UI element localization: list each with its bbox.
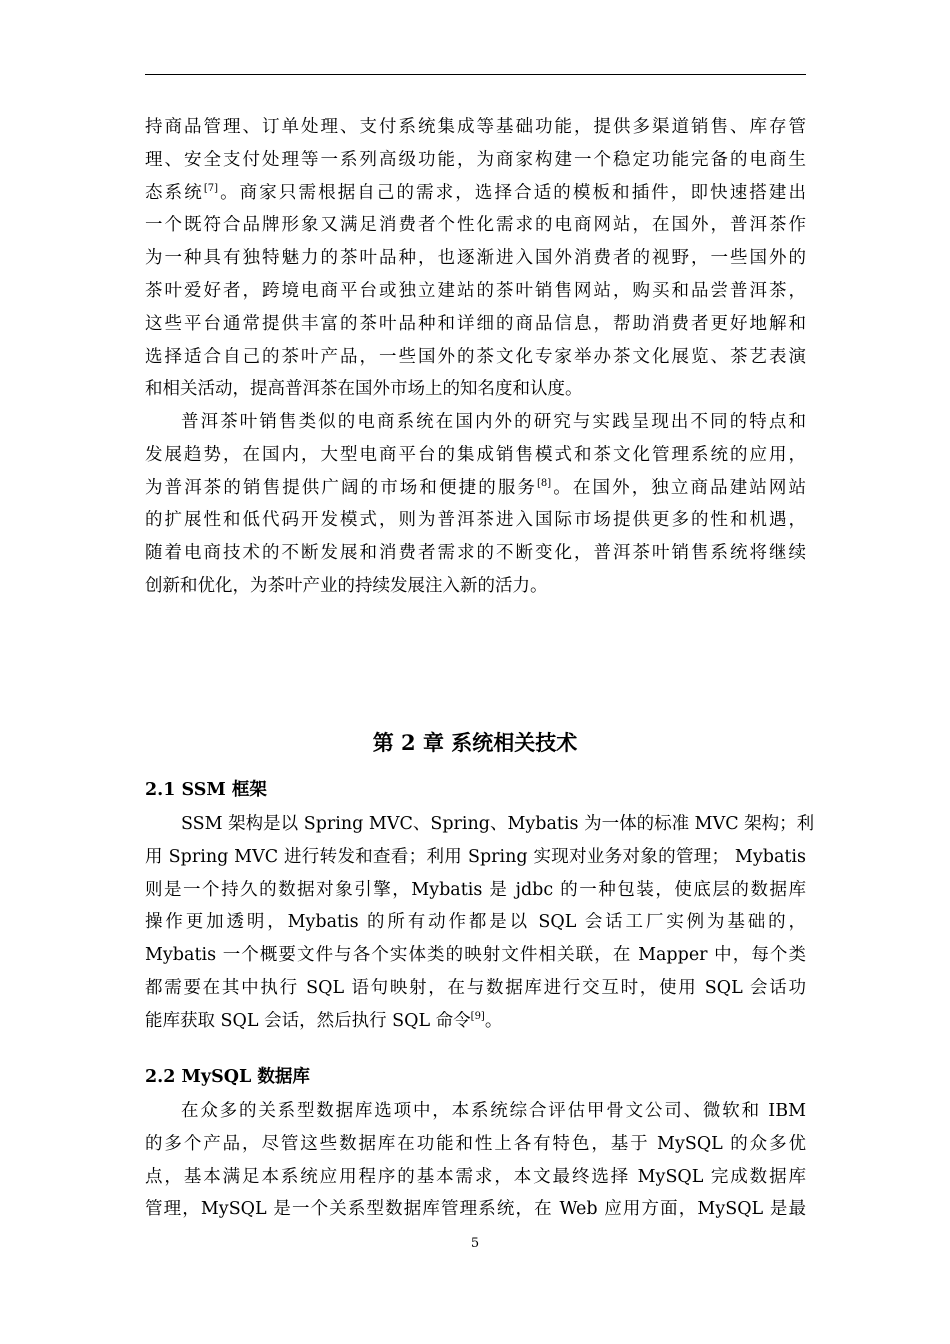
citation-ref: [8] <box>537 477 552 489</box>
paragraph-ecommerce-abroad <box>145 111 806 406</box>
text-line: 这些平台通常提供丰富的茶叶品种和详细的商品信息，帮助消费者更好地解和 <box>145 313 806 334</box>
paragraph-research-trends <box>145 406 806 603</box>
text-segment: 态系统 <box>145 182 204 203</box>
text-segment: 。在国外，独立商品建站网站 <box>551 477 806 498</box>
text-line: 创新和优化，为茶叶产业的持续发展注入新的活力。 <box>145 575 548 596</box>
text-line: 选择适合自己的茶叶产品，一些国外的茶文化专家举办茶文化展览、茶艺表演 <box>145 346 806 367</box>
text-segment: 能库获取 SQL 会话，然后执行 SQL 命令 <box>145 1010 471 1031</box>
text-line <box>145 472 806 505</box>
text-line: Mybatis 一个概要文件与各个实体类的映射文件相关联，在 Mapper 中，每个类 <box>145 945 806 966</box>
text-line: 操作更加透明，Mybatis 的所有动作都是以 SQL 会话工厂实例为基础的， <box>145 912 806 933</box>
section-title-ssm: 2.1 SSM 框架 <box>145 780 267 800</box>
text-line: 发展趋势，在国内，大型电商平台的集成销售模式和茶文化管理系统的应用， <box>145 444 806 465</box>
section-title-mysql: 2.2 MySQL 数据库 <box>145 1067 310 1087</box>
text-line: 持商品管理、订单处理、支付系统集成等基础功能，提供多渠道销售、库存管 <box>145 117 806 137</box>
text-line: 和相关活动，提高普洱茶在国外市场上的知名度和认度。 <box>145 379 583 400</box>
citation-ref: [9] <box>470 1010 485 1022</box>
text-line: 一个既符合品牌形象又满足消费者个性化需求的电商网站，在国外，普洱茶作 <box>145 215 806 236</box>
text-line: 的扩展性和低代码开发模式，则为普洱茶进入国际市场提供更多的性和机遇， <box>145 510 806 531</box>
text-segment: 为普洱茶的销售提供广阔的市场和便捷的服务 <box>145 477 538 498</box>
text-line <box>145 177 806 210</box>
header-rule <box>145 74 806 75</box>
text-line: 的多个产品，尽管这些数据库在功能和性上各有特色，基于 MySQL 的众多优 <box>145 1133 806 1154</box>
text-line: 随着电商技术的不断发展和消费者需求的不断变化，普洱茶叶销售系统将继续 <box>145 543 806 564</box>
text-line: SSM 架构是以 Spring MVC、Spring、Mybatis 为一体的标准 MVC 架构；利 <box>181 814 815 834</box>
text-line: 管理，MySQL 是一个关系型数据库管理系统，在 Web 应用方面，MySQL 是最 <box>145 1199 806 1220</box>
text-segment: 。 <box>484 1010 503 1031</box>
paragraph-ssm <box>145 808 815 1038</box>
text-line: 为一种具有独特魅力的茶叶品种，也逐渐进入国外消费者的视野，一些国外的 <box>145 248 806 269</box>
text-line: 理、安全支付处理等一系列高级功能，为商家构建一个稳定功能完备的电商生 <box>145 149 806 170</box>
paragraph-mysql <box>145 1095 806 1226</box>
text-line <box>145 1005 806 1038</box>
text-line: 茶叶爱好者，跨境电商平台或独立建站的茶叶销售网站，购买和品尝普洱茶， <box>145 280 806 301</box>
text-line: 点，基本满足本系统应用程序的基本需求，本文最终选择 MySQL 完成数据库 <box>145 1166 806 1187</box>
text-line: 用 Spring MVC 进行转发和查看；利用 Spring 实现对业务对象的管理； Mybatis <box>145 846 806 867</box>
citation-ref: [7] <box>203 182 218 194</box>
text-line: 都需要在其中执行 SQL 语句映射，在与数据库进行交互时，使用 SQL 会话功 <box>145 977 806 998</box>
chapter-title: 第 2 章 系统相关技术 <box>372 730 578 755</box>
text-line: 普洱茶叶销售类似的电商系统在国内外的研究与实践呈现出不同的特点和 <box>181 412 806 432</box>
page-number: 5 <box>470 1236 480 1251</box>
text-line: 在众多的关系型数据库选项中，本系统综合评估甲骨文公司、微软和 IBM <box>181 1101 806 1121</box>
text-line: 则是一个持久的数据对象引擎，Mybatis 是 jdbc 的一种包装，使底层的数据库 <box>145 879 806 900</box>
text-segment: 。商家只需根据自己的需求，选择合适的模板和插件，即快速搭建出 <box>217 182 807 203</box>
